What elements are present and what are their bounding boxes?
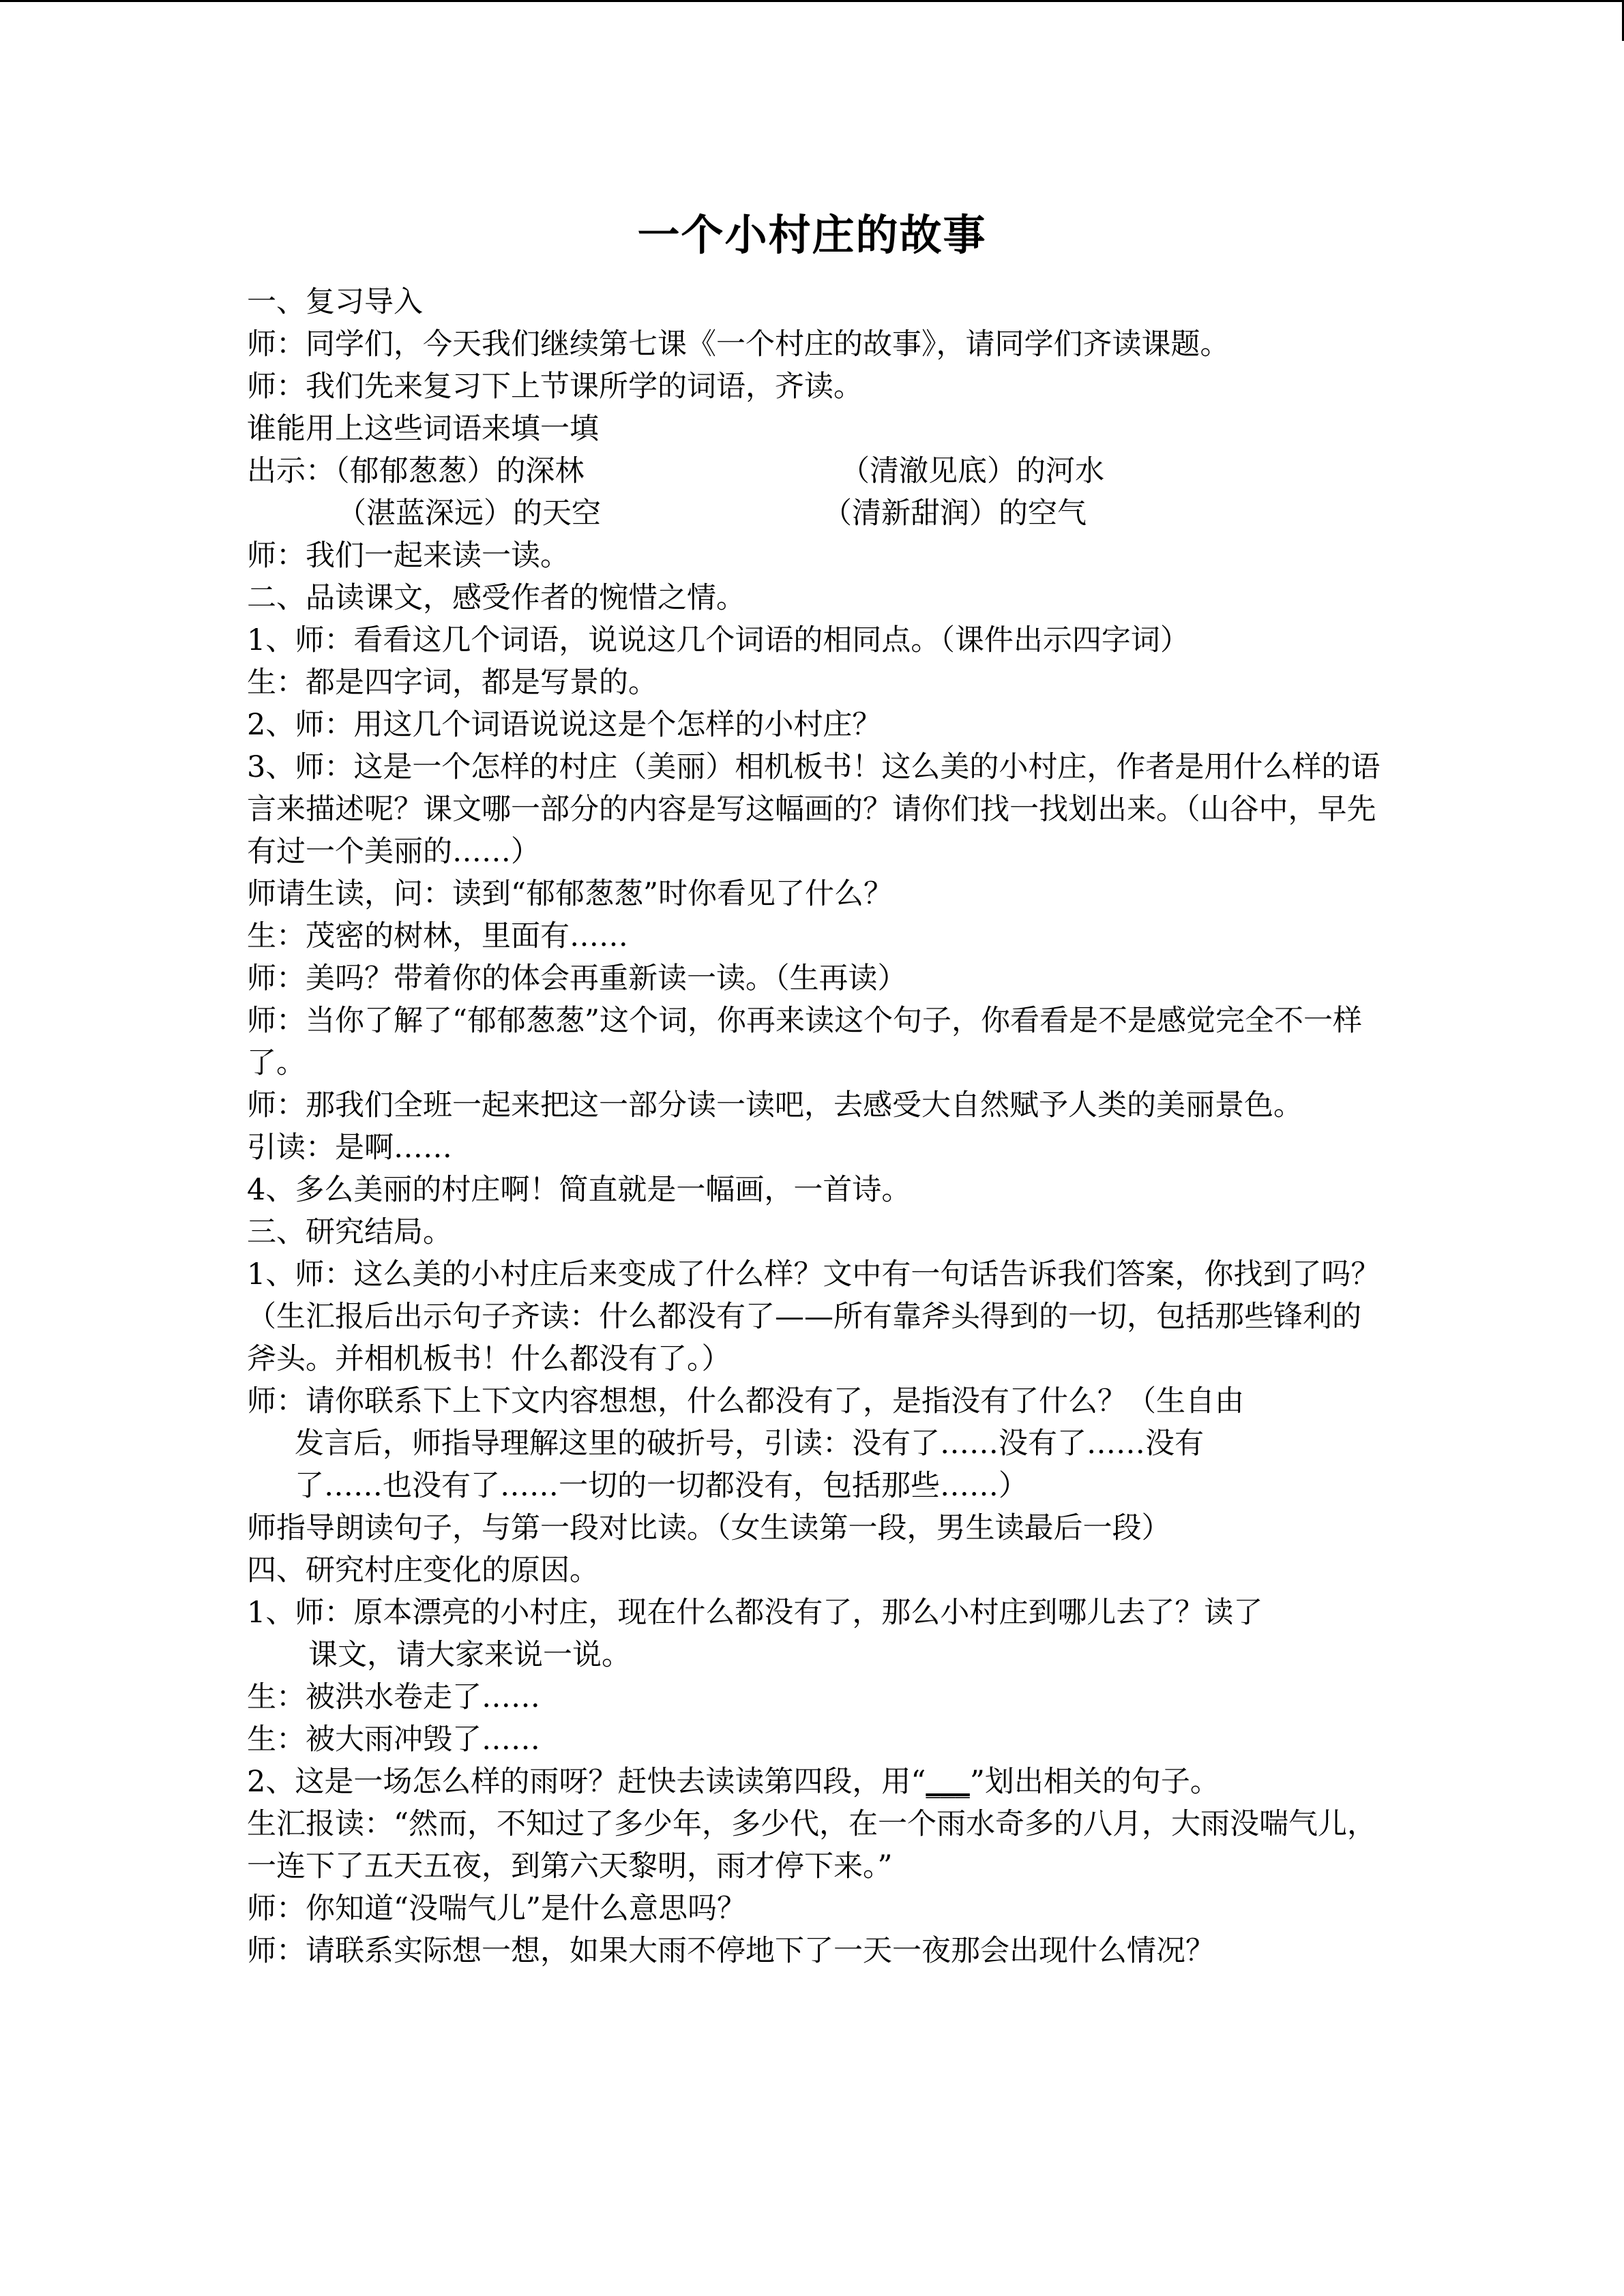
paragraph: 生汇报读：“然而，不知过了多少年，多少代，在一个雨水奇多的八月，大雨没喘气儿，一连下了五天五夜，到第六天黎明，雨才停下来。”	[247, 1807, 1376, 1883]
paragraph-continuation: 了……也没有了……一切的一切都没有，包括那些……）	[295, 1469, 1028, 1503]
paragraph: 师指导朗读句子，与第一段对比读。（女生读第一段，男生读最后一段）	[247, 1511, 1171, 1545]
paragraph-continuation: 发言后，师指导理解这里的破折号，引读：没有了……没有了……没有	[295, 1427, 1204, 1461]
paragraph: 师请生读，问：读到“郁郁葱葱”时你看见了什么？	[247, 877, 893, 911]
paragraph: 师：当你了解了“郁郁葱葱”这个词，你再来读这个句子，你看看是不是感觉完全不一样了。	[247, 1004, 1362, 1080]
underline-blank: ___	[926, 1765, 970, 1799]
paragraph: 师：那我们全班一起来把这一部分读一读吧，去感受大自然赋予人类的美丽景色。	[247, 1088, 1303, 1122]
document-body	[247, 281, 1383, 1972]
paragraph: 3、师：这是一个怎样的村庄（美丽）相机板书！这么美的小村庄，作者是用什么样的语言来描述呢？课文哪一部分的内容是写这幅画的？请你们找一找划出来。（山谷中，早先有过一个美丽的……）	[247, 750, 1381, 869]
paragraph: 1、师：原本漂亮的小村庄，现在什么都没有了，那么小村庄到哪儿去了？读了	[247, 1596, 1263, 1630]
paragraph: 4、多么美丽的村庄啊！简直就是一幅画，一首诗。	[247, 1173, 911, 1207]
paragraph: 1、师：看看这几个词语，说说这几个词语的相同点。（课件出示四字词）	[247, 623, 1190, 657]
paragraph: 师：我们一起来读一读。	[247, 539, 570, 573]
section-heading-3: 三、研究结局。	[247, 1215, 452, 1249]
fill-item: 出示：（郁郁葱葱）的深林	[247, 454, 585, 488]
paragraph-continuation: 课文，请大家来说一说。	[308, 1638, 631, 1672]
paragraph: 生：茂密的树林，里面有……	[247, 919, 628, 953]
section-heading-4: 四、研究村庄变化的原因。	[247, 1553, 599, 1587]
fill-item: （清新甜润）的空气	[823, 496, 1087, 531]
text-run: 2、这是一场怎么样的雨呀？赶快去读读第四段，用“	[247, 1765, 926, 1799]
text-run: ”划出相关的句子。	[969, 1765, 1220, 1799]
paragraph: 生：被大雨冲毁了……	[247, 1723, 540, 1757]
paragraph: 1、师：这么美的小村庄后来变成了什么样？文中有一句话告诉我们答案，你找到了吗？	[247, 1257, 1381, 1292]
paragraph: 谁能用上这些词语来填一填	[247, 412, 599, 446]
paragraph: 师：美吗？带着你的体会再重新读一读。（生再读）	[247, 961, 907, 996]
paragraph	[247, 1761, 1383, 1803]
page-title: 一个小村庄的故事	[637, 210, 987, 260]
paragraph: 生：都是四字词，都是写景的。	[247, 666, 658, 700]
paragraph: 师：请你联系下上下文内容想想，什么都没有了，是指没有了什么？（生自由	[247, 1384, 1244, 1418]
word-fill-row-1	[247, 450, 1383, 492]
paragraph: 生：被洪水卷走了……	[247, 1680, 540, 1714]
section-heading-1: 一、复习导入	[247, 285, 423, 319]
paragraph: 2、师：用这几个词语说说这是个怎样的小村庄？	[247, 708, 882, 742]
top-border-line	[0, 0, 1624, 2]
word-fill-row-2	[247, 492, 1383, 535]
fill-item: （湛蓝深远）的天空	[337, 496, 601, 531]
paragraph: 师：请联系实际想一想，如果大雨不停地下了一天一夜那会出现什么情况？	[247, 1934, 1215, 1968]
paragraph: 引读：是啊……	[247, 1131, 452, 1165]
paragraph: 师：我们先来复习下上节课所学的词语，齐读。	[247, 370, 863, 404]
paragraph: （生汇报后出示句子齐读：什么都没有了——所有靠斧头得到的一切，包括那些锋利的斧头。并相机板书！什么都没有了。）	[247, 1300, 1361, 1376]
section-heading-2: 二、品读课文，感受作者的惋惜之情。	[247, 581, 745, 615]
paragraph: 师：同学们，今天我们继续第七课《一个村庄的故事》，请同学们齐读课题。	[247, 327, 1230, 361]
paragraph: 师：你知道“没喘气儿”是什么意思吗？	[247, 1892, 746, 1926]
fill-item: （清澈见底）的河水	[840, 454, 1104, 488]
